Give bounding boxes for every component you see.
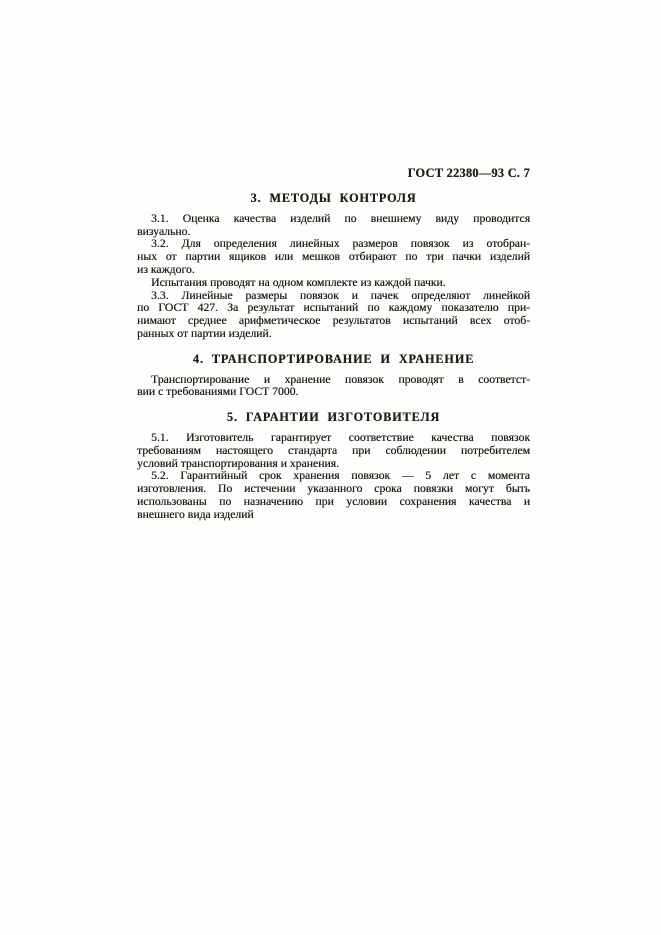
text-line: 3.3. Линейные размеры повязок и пачек определяют линейкой — [151, 288, 530, 302]
text-line: 3.2. Для определения линейных размеров повязок из отобран- — [151, 237, 530, 251]
text-line: использованы по назначению при условии сохранения качества и — [137, 494, 530, 508]
text-line: изготовления. По истечении указанного срока повязки могут быть — [137, 482, 530, 496]
section-heading-4: 4. ТРАНСПОРТИРОВАНИЕ И ХРАНЕНИЕ — [192, 351, 475, 366]
document-body — [137, 192, 530, 522]
text-line: 3.1. Оценка качества изделий по внешнему виду проводится — [151, 211, 530, 225]
paragraph — [137, 432, 530, 470]
text-line: из каждого. — [137, 262, 195, 276]
paragraph — [137, 374, 530, 400]
section-heading-3: 3. МЕТОДЫ КОНТРОЛЯ — [250, 191, 417, 205]
paragraph — [137, 290, 530, 341]
text-line: требованиям настоящего стандарта при соблюдении потребителем — [137, 443, 530, 457]
text-line: по ГОСТ 427. За результат испытаний по каждому показателю при- — [137, 301, 530, 315]
text-line: ных от партии ящиков или мешков отбирают по три пачки изделий — [137, 250, 530, 264]
text-line: Транспортирование и хранение повязок проводят в соответст- — [151, 372, 530, 386]
page-header: ГОСТ 22380—93 С. 7 — [407, 166, 530, 180]
text-line: ранных от партии изделий. — [137, 326, 272, 340]
text-line: условий транспортирования и хранения. — [137, 456, 339, 470]
text-line: Испытания проводят на одном комплекте из каждой пачки. — [151, 275, 446, 289]
paragraph — [137, 238, 530, 276]
text-column — [137, 167, 530, 522]
text-line: внешнего вида изделий — [137, 507, 254, 521]
section-heading-5: 5. ГАРАНТИИ ИЗГОТОВИТЕЛЯ — [226, 410, 441, 425]
text-line: 5.2. Гарантийный срок хранения повязок — 5 лет с момента — [151, 469, 530, 483]
text-line: визуально. — [137, 224, 191, 238]
text-line: 5.1. Изготовитель гарантирует соответствие качества повязок — [151, 430, 530, 444]
text-line: нимают среднее арифметическое результатов испытаний всех отоб- — [137, 314, 530, 328]
paragraph — [137, 277, 530, 290]
paragraph — [137, 470, 530, 521]
text-line: вии с требованиями ГОСТ 7000. — [137, 385, 299, 399]
paragraph — [137, 213, 530, 239]
